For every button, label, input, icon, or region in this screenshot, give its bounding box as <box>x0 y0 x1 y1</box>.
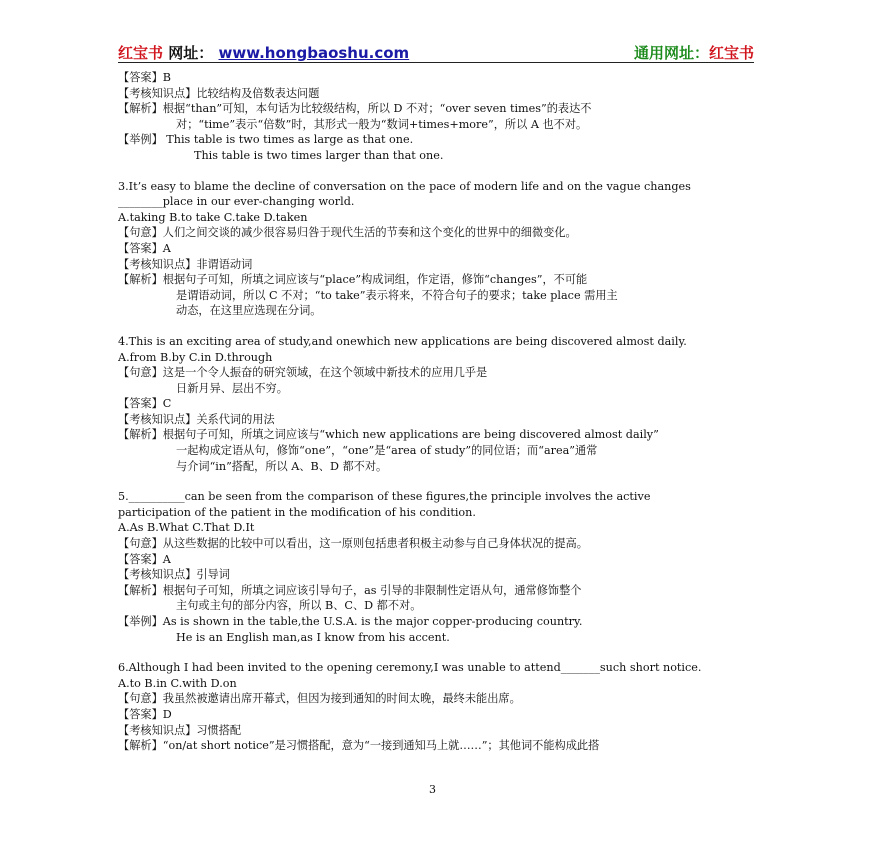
text-line: 6.Although I had been invited to the opening ceremony,I was unable to attend_______such short notice. <box>118 661 702 675</box>
general-url-brand: 红宝书 <box>708 44 754 62</box>
page-number: 3 <box>429 783 436 796</box>
text-line: 【考核知识点】非谓语动词 <box>118 257 253 271</box>
text-line: 【句意】我虽然被邀请出席开幕式，但因为接到通知的时间太晚，最终未能出席。 <box>118 692 521 706</box>
text-line: 【解析】根据句子可知，所填之词应该与“which new applications are being discovered almost daily” <box>118 428 659 442</box>
text-line: 【句意】从这些数据的比较中可以看出，这一原则包括患者积极主动参与自己身体状况的提高。 <box>118 537 588 551</box>
header-left <box>118 42 409 63</box>
text-line: participation of the patient in the modification of his condition. <box>118 505 476 519</box>
text-line: 对；“time”表示“倍数”时，其形式一般为“数词+times+more”，所以 A 也不对。 <box>176 117 588 131</box>
text-line: 【考核知识点】比较结构及倍数表达问题 <box>118 86 320 100</box>
text-line: 【解析】根据句子可知，所填之词应该与“place”构成词组，作定语，修饰“changes”，不可能 <box>118 273 588 287</box>
text-line: 【解析】根据“than”可知，本句话为比较级结构，所以 D 不对；“over seven times”的表达不 <box>118 102 592 116</box>
spacer <box>118 645 758 660</box>
text-line: 【举例】 This table is two times as large as that one. <box>118 133 414 147</box>
spacer <box>118 164 758 179</box>
text-line: 【考核知识点】引导词 <box>118 568 230 582</box>
text-line: 是谓语动词，所以 C 不对；“to take”表示将来，不符合句子的要求；take place 需用主 <box>176 288 618 302</box>
text-line: This table is two times larger than that one. <box>194 148 444 162</box>
text-line: 【答案】D <box>118 707 172 721</box>
text-line: 3.It’s easy to blame the decline of conversation on the pace of modern life and on the vague changes <box>118 179 691 193</box>
text-line: 【答案】A <box>118 241 171 255</box>
text-line: 【解析】根据句子可知，所填之词应该引导句子，as 引导的非限制性定语从句，通常修饰整个 <box>118 583 582 597</box>
general-url-label: 通用网址： <box>633 44 709 62</box>
text-line: A.taking B.to take C.take D.taken <box>118 210 308 224</box>
text-line: 主句或主句的部分内容，所以 B、C、D 都不对。 <box>176 599 422 613</box>
text-line: 【答案】A <box>118 552 171 566</box>
text-line: ________place in our ever-changing world. <box>118 195 355 209</box>
text-line: A.As B.What C.That D.It <box>118 521 255 535</box>
spacer <box>118 319 758 334</box>
text-line: He is an English man,as I know from his accent. <box>176 630 450 644</box>
text-line: 【答案】C <box>118 397 172 411</box>
page-header <box>118 42 754 63</box>
text-line: 4.This is an exciting area of study,and onewhich new applications are being discovered almost daily. <box>118 334 687 348</box>
text-line: A.to B.in C.with D.on <box>118 676 237 690</box>
brand-name: 红宝书 <box>118 44 164 62</box>
text-line: 日新月异、层出不穷。 <box>176 381 288 395</box>
text-line: 与介词“in”搭配，所以 A、B、D 都不对。 <box>176 459 388 473</box>
website-link[interactable]: www.hongbaoshu.com <box>218 44 410 62</box>
text-line: 【举例】As is shown in the table,the U.S.A. is the major copper-producing country. <box>118 615 583 628</box>
text-line: 【考核知识点】关系代词的用法 <box>118 412 275 426</box>
text-line: 【答案】B <box>118 71 171 84</box>
text-line: 【考核知识点】习惯搭配 <box>118 723 242 737</box>
text-line: 5.__________can be seen from the comparison of these figures,the principle involves the active <box>118 490 651 504</box>
url-label: 网址： <box>168 44 214 62</box>
spacer <box>118 474 758 489</box>
text-line: 【句意】这是一个令人振奋的研究领域，在这个领域中新技术的应用几乎是 <box>118 366 488 380</box>
text-line: 【句意】人们之间交谈的减少很容易归咎于现代生活的节奏和这个变化的世界中的细微变化。 <box>118 226 577 240</box>
text-line: A.from B.by C.in D.through <box>118 350 273 364</box>
document-body <box>118 70 758 754</box>
text-line: 一起构成定语从句，修饰“one”，“one”是“area of study”的同位语；而“area”通常 <box>176 444 598 458</box>
text-line: 【解析】“on/at short notice”是习惯搭配，意为“一接到通知马上就……”；其他词不能构成此搭 <box>118 739 600 753</box>
text-line: 动态，在这里应选现在分词。 <box>176 304 322 318</box>
header-right <box>634 42 754 63</box>
